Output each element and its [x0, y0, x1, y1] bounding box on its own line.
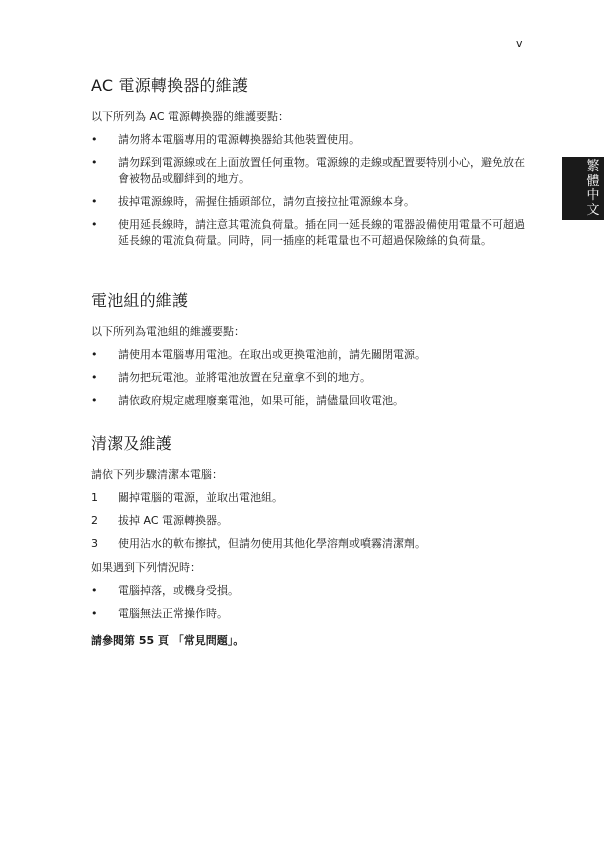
section-intro: 請依下列步驟清潔本電腦： [91, 468, 223, 481]
page-number: v [516, 37, 523, 50]
bullet-marker: • [91, 218, 98, 231]
section-title: 清潔及維護 [91, 434, 173, 453]
list-item [91, 155, 531, 187]
bullet-marker: • [91, 195, 98, 208]
list-item [91, 370, 531, 386]
section-intro: 以下所列為電池組的維護要點： [91, 325, 245, 338]
list-item [91, 217, 531, 249]
language-tab-char: 繁 [586, 159, 600, 174]
step-number: 2 [91, 514, 98, 527]
conditions-intro: 如果遇到下列情況時： [91, 561, 201, 574]
numbered-list [91, 490, 531, 552]
cleaning-section [91, 434, 531, 649]
list-item-text: 拔掉電源線時，需握住插頭部位，請勿直接拉扯電源線本身。 [118, 195, 415, 208]
bullet-marker: • [91, 584, 98, 597]
list-item [91, 606, 531, 622]
bullet-list [91, 347, 531, 409]
list-item-text: 使用延長線時，請注意其電流負荷量。插在同一延長線的電器設備使用電量不可超過延長線的電流負荷量。同時，同一插座的耗電量也不可超過保險絲的負荷量。 [118, 218, 525, 247]
section-intro: 以下所列為 AC 電源轉換器的維護要點： [91, 110, 290, 123]
section-title: 電池組的維護 [91, 291, 189, 310]
section-title: AC 電源轉換器的維護 [91, 76, 249, 95]
list-item-text: 請勿把玩電池。並將電池放置在兒童拿不到的地方。 [118, 371, 371, 384]
bullet-marker: • [91, 371, 98, 384]
page-content [91, 76, 531, 647]
list-item-text: 請依政府規定處理廢棄電池，如果可能，請儘量回收電池。 [118, 394, 404, 407]
bullet-list [91, 132, 531, 249]
faq-reference: 請參閱第 55 頁 「常見問題」。 [91, 634, 245, 647]
language-tab-char: 文 [586, 202, 600, 218]
list-item [91, 583, 531, 599]
ac-adapter-care-section [91, 76, 531, 249]
list-item [91, 393, 531, 409]
list-item-text: 請勿踩到電源線或在上面放置任何重物。電源線的走線或配置要特別小心，避免放在會被物品或腳絆到的地方。 [118, 156, 525, 185]
bullet-marker: • [91, 394, 98, 407]
step-number: 3 [91, 537, 98, 550]
list-item [91, 536, 531, 552]
bullet-list [91, 583, 531, 622]
list-item [91, 132, 531, 148]
list-item-text: 拔掉 AC 電源轉換器。 [118, 514, 229, 527]
list-item-text: 使用沾水的軟布擦拭，但請勿使用其他化學溶劑或噴霧清潔劑。 [118, 537, 426, 550]
list-item [91, 347, 531, 363]
list-item-text: 電腦掉落，或機身受損。 [118, 584, 239, 597]
language-tab [562, 157, 604, 220]
list-item [91, 513, 531, 529]
list-item-text: 電腦無法正常操作時。 [118, 607, 228, 620]
step-number: 1 [91, 491, 98, 504]
battery-care-section [91, 291, 531, 409]
bullet-marker: • [91, 133, 98, 146]
list-item [91, 490, 531, 506]
bullet-marker: • [91, 156, 98, 169]
list-item-text: 請使用本電腦專用電池。在取出或更換電池前，請先關閉電源。 [118, 348, 426, 361]
list-item-text: 關掉電腦的電源，並取出電池組。 [118, 491, 283, 504]
language-tab-char: 中 [586, 188, 600, 203]
bullet-marker: • [91, 607, 98, 620]
bullet-marker: • [91, 348, 98, 361]
language-tab-char: 體 [586, 173, 600, 189]
list-item-text: 請勿將本電腦專用的電源轉換器給其他裝置使用。 [118, 133, 360, 146]
list-item [91, 194, 531, 210]
